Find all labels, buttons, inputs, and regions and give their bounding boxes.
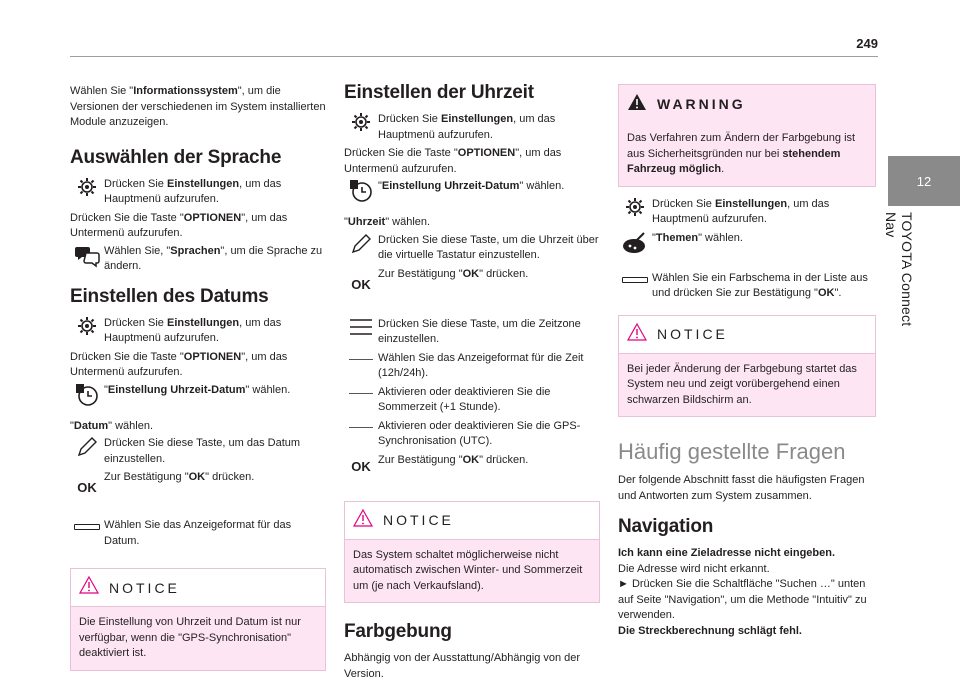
header-rule [70, 56, 878, 57]
settings-icon [70, 316, 104, 348]
heading-navigation: Navigation [618, 516, 714, 537]
ok-icon: OK [351, 276, 371, 292]
heading-faq: Häufig gestellte Fragen [618, 439, 846, 464]
heading-uhrzeit: Einstellen der Uhrzeit [344, 82, 534, 103]
heading-sprache: Auswählen der Sprache [70, 146, 282, 168]
toggle-line-icon [344, 351, 378, 383]
faq-question: Ich kann eine Zieladresse nicht eingeben. [618, 547, 836, 559]
toggle-bar-icon [70, 518, 104, 550]
notice-box [344, 501, 600, 604]
list-menu-icon [344, 317, 378, 349]
clock-icon [344, 179, 378, 211]
notice-box [618, 315, 876, 418]
settings-icon [70, 177, 104, 209]
faq-answer: Die Adresse wird nicht erkannt. [618, 562, 770, 575]
toggle-line-icon [344, 419, 378, 451]
settings-icon [344, 112, 378, 144]
toggle-line-icon [344, 385, 378, 417]
faq-question: Die Streckberechnung schlägt fehl. [618, 624, 802, 637]
clock-icon [70, 383, 104, 415]
intro-paragraph: Wählen Sie "Informationssystem", um die Versionen der verschiedenen im System installierten Module anzuzeigen. [70, 85, 326, 128]
notice-text: Bei jeder Änderung der Farbgebung startet das System neu und zeigt vorübergehend einen schwarzen Bildschirm an. [627, 362, 857, 406]
pencil-icon [344, 233, 378, 265]
warning-triangle-icon [79, 576, 99, 599]
step-text: Drücken Sie die Taste "OPTIONEN", um das Untermenü aufzurufen. [70, 211, 288, 239]
warning-box [618, 84, 876, 187]
language-icon [70, 244, 104, 276]
warning-title: WARNING [657, 96, 746, 112]
settings-icon [618, 197, 652, 229]
toggle-bar-icon [618, 271, 652, 303]
heading-datum: Einstellen des Datums [70, 285, 269, 307]
notice-text: Das System schaltet möglicherweise nicht automatisch zwischen Winter- und Sommerzeit um (je nach Verkaufsland). [353, 548, 583, 592]
page-number: 249 [856, 36, 878, 51]
chapter-tab-title: TOYOTA Connect Nav [883, 212, 915, 327]
warning-triangle-icon [353, 509, 373, 532]
column-1: Wählen Sie "Informationssystem", um die Versionen der verschiedenen im System installierten Module anzuzeigen. Auswählen der Sprache Drücken Sie Einstellungen, um das Hauptmenü aufzurufen. Drücken Sie die Taste "OPTIONEN", um das Untermenü aufzurufen. Wählen Sie, "Sprachen", um die Sprache zu ändern. Einstellen des Datums Drücken Sie Einstellungen, um das Hauptmenü aufzurufen. Drücken Sie die Taste "OPTIONEN", um das Untermenü aufzurufen. "Einstellung Uhrzeit-Datum" wählen. "Datum" wählen. Drücken Sie diese Taste, um das Datum einzustellen. OK Zur Bestätigung "OK" drücken. Wählen Sie das Anzeigeformat für das Datum. NOTICE Die Einstellung von Uhrzeit und Datum ist nur verfügbar, wenn die "GPS-Synchronisation" deaktiviert ist. [70, 84, 326, 671]
theme-palette-icon [618, 231, 652, 263]
column-2: Einstellen der Uhrzeit Drücken Sie Einstellungen, um das Hauptmenü aufzurufen. Drücken Sie die Taste "OPTIONEN", um das Untermenü aufzurufen. "Einstellung Uhrzeit-Datum" wählen. "Uhrzeit" wählen. Drücken Sie diese Taste, um die Uhrzeit über die virtuelle Tastatur einzustellen. OK Zur Bestätigung "OK" drücken. Drücken Sie diese Taste, um die Zeitzone einzustellen. Wählen Sie das Anzeigeformat für die Zeit (12h/24h). Aktivieren oder deaktivieren Sie die Sommerzeit (+1 Stunde). Aktivieren oder deaktivieren Sie die GPS-Synchronisation (UTC). OK Zur Bestätigung "OK" drücken. NOTICE Das System schaltet möglicherweise nicht automatisch zwischen Winter- und Sommerzeit um (je nach Verkaufsland). Farbgebung Abhängig von der Ausstattung/Abhängig von der Version. [344, 82, 599, 680]
ok-icon: OK [77, 480, 97, 495]
column-3: WARNING Das Verfahren zum Ändern der Farbgebung ist aus Sicherheitsgründen nur bei stehendem Fahrzeug möglich. Drücken Sie Einstellungen, um das Hauptmenü aufzurufen. "Themen" wählen. Wählen Sie ein Farbschema in der Liste aus und drücken Sie zur Bestätigung "OK". NOTICE Bei jeder Änderung der Farbgebung startet das System neu und zeigt vorübergehend einen schwarzen Bildschirm an. Häufig gestellte Fragen Der folgende Abschnitt fasst die häufigsten Fragen und Antworten zum System zusammen. Navigation Ich kann eine Zieladresse nicht eingeben. Die Adresse wird nicht erkannt. ► Drücken Sie die Schaltfläche "Suchen …" unten auf Seite "Navigation", um die Methode "Intuitiv" zu verwenden. Die Streckberechnung schlägt fehl. [618, 84, 876, 639]
chapter-tab-number: 12 [888, 156, 960, 206]
notice-title: NOTICE [109, 579, 180, 596]
notice-title: NOTICE [657, 326, 728, 342]
notice-title: NOTICE [383, 512, 454, 528]
notice-box [70, 568, 326, 671]
warning-text: Das Verfahren zum Ändern der Farbgebung ist aus Sicherheitsgründen nur bei stehendem Fahrzeug möglich. [627, 132, 856, 175]
pencil-icon [70, 436, 104, 468]
ok-icon: OK [351, 458, 371, 474]
notice-text: Die Einstellung von Uhrzeit und Datum ist nur verfügbar, wenn die "GPS-Synchronisation" deaktiviert ist. [79, 616, 301, 659]
warning-triangle-icon [627, 93, 647, 116]
warning-triangle-icon [627, 323, 647, 346]
heading-farbgebung: Farbgebung [344, 621, 452, 642]
step-row: Drücken Sie Einstellungen, um das Hauptmenü aufzurufen. [70, 177, 326, 209]
faq-answer: ► Drücken Sie die Schaltfläche "Suchen …" unten auf Seite "Navigation", um die Methode "Intuitiv" zu verwenden. [618, 578, 867, 621]
